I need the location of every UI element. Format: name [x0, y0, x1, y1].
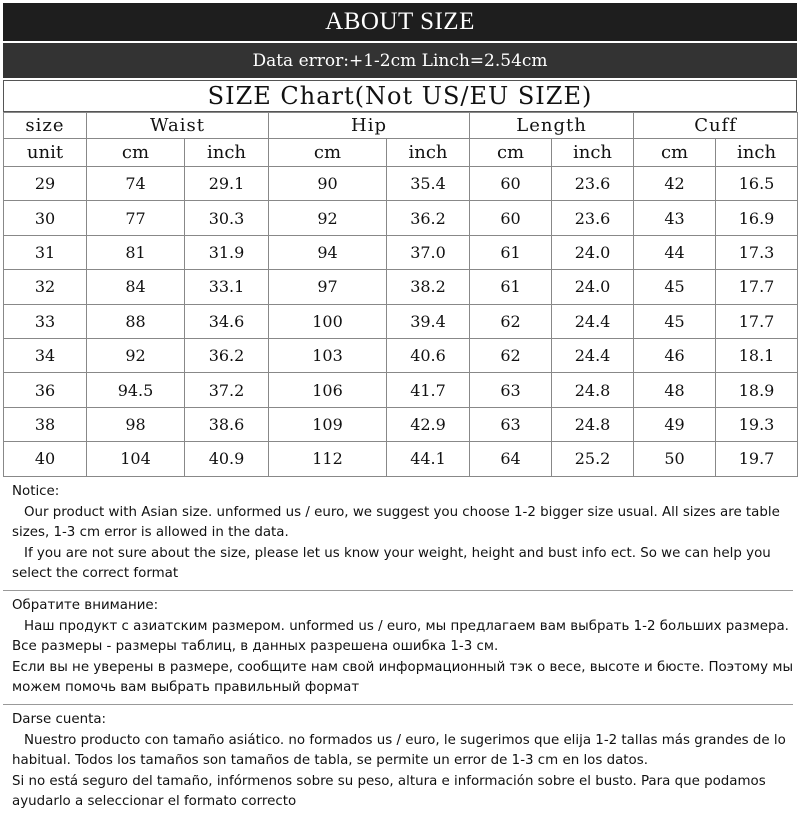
table-cell: 104	[87, 442, 185, 476]
table-cell: 48	[634, 373, 716, 407]
table-cell: 25.2	[552, 442, 634, 476]
table-cell: 106	[269, 373, 387, 407]
table-cell: 63	[470, 373, 552, 407]
table-cell: 44	[634, 235, 716, 269]
table-cell: 24.0	[552, 270, 634, 304]
table-cell: 36.2	[185, 338, 269, 372]
unit-header-row	[4, 139, 798, 167]
size-cell: 38	[4, 407, 87, 441]
table-cell: 94.5	[87, 373, 185, 407]
table-cell: 16.5	[716, 167, 798, 201]
length-column-header: Length	[470, 113, 634, 139]
table-cell: 62	[470, 338, 552, 372]
size-column-header: size	[4, 113, 87, 139]
hip-column-header: Hip	[269, 113, 470, 139]
table-cell: 36.2	[387, 201, 470, 235]
unit-header: cm	[470, 139, 552, 167]
waist-column-header: Waist	[87, 113, 269, 139]
size-cell: 34	[4, 338, 87, 372]
size-cell: 30	[4, 201, 87, 235]
table-cell: 24.8	[552, 407, 634, 441]
group-header-row	[4, 113, 798, 139]
table-cell: 50	[634, 442, 716, 476]
table-cell: 49	[634, 407, 716, 441]
table-cell: 40.9	[185, 442, 269, 476]
table-cell: 81	[87, 235, 185, 269]
table-cell: 30.3	[185, 201, 269, 235]
size-cell: 32	[4, 270, 87, 304]
table-cell: 61	[470, 235, 552, 269]
size-cell: 29	[4, 167, 87, 201]
notice-ru-paragraph-1: Наш продукт с азиатским размером. unformed us / euro, мы предлагаем вам выбрать 1-2 больших размера. Все размеры - размеры таблиц, в данных разрешена ошибка 1-3 см.	[12, 618, 789, 655]
table-cell: 19.3	[716, 407, 798, 441]
table-cell: 19.7	[716, 442, 798, 476]
table-cell: 41.7	[387, 373, 470, 407]
table-cell: 38.6	[185, 407, 269, 441]
notice-es-heading: Darse cuenta:	[12, 711, 107, 727]
table-cell: 45	[634, 270, 716, 304]
table-cell: 60	[470, 167, 552, 201]
page-title: ABOUT SIZE	[3, 3, 797, 41]
table-cell: 98	[87, 407, 185, 441]
table-cell: 92	[269, 201, 387, 235]
table-cell: 34.6	[185, 304, 269, 338]
table-cell: 35.4	[387, 167, 470, 201]
table-cell: 24.0	[552, 235, 634, 269]
notice-es-paragraph-1: Nuestro producto con tamaño asiático. no formados us / euro, le sugerimos que elija 1-2 tallas más grandes de lo habitual. Todos los tamaños son tamaños de tabla, se permite un error de 1-3 cm en los datos.	[12, 732, 786, 769]
table-row	[4, 338, 798, 372]
table-row	[4, 201, 798, 235]
size-chart-title: SIZE Chart(Not US/EU SIZE)	[3, 80, 797, 112]
measurement-error-note: Data error:+1-2cm Linch=2.54cm	[3, 43, 797, 78]
notice-en-paragraph-1: Our product with Asian size. unformed us / euro, we suggest you choose 1-2 bigger size usual. All sizes are table sizes, 1-3 cm error is allowed in the data.	[12, 504, 780, 541]
table-row	[4, 373, 798, 407]
table-cell: 23.6	[552, 167, 634, 201]
table-cell: 31.9	[185, 235, 269, 269]
table-cell: 18.9	[716, 373, 798, 407]
size-cell: 40	[4, 442, 87, 476]
table-row	[4, 442, 798, 476]
unit-header: cm	[634, 139, 716, 167]
table-cell: 40.6	[387, 338, 470, 372]
table-cell: 103	[269, 338, 387, 372]
table-cell: 24.8	[552, 373, 634, 407]
table-cell: 100	[269, 304, 387, 338]
unit-header: cm	[269, 139, 387, 167]
table-cell: 24.4	[552, 338, 634, 372]
table-cell: 33.1	[185, 270, 269, 304]
table-cell: 112	[269, 442, 387, 476]
notice-ru-paragraph-2: Если вы не уверены в размере, сообщите нам свой информационный тэк о весе, высоте и бюсте. Поэтому мы можем помочь вам выбрать правильный формат	[12, 659, 794, 696]
table-cell: 24.4	[552, 304, 634, 338]
table-cell: 16.9	[716, 201, 798, 235]
table-cell: 42.9	[387, 407, 470, 441]
table-cell: 62	[470, 304, 552, 338]
table-cell: 17.7	[716, 270, 798, 304]
table-cell: 37.0	[387, 235, 470, 269]
notice-en-heading: Notice:	[12, 484, 60, 499]
unit-header: inch	[716, 139, 798, 167]
divider	[3, 590, 793, 591]
cuff-column-header: Cuff	[634, 113, 798, 139]
table-cell: 109	[269, 407, 387, 441]
unit-label: unit	[4, 139, 87, 167]
table-cell: 45	[634, 304, 716, 338]
table-cell: 38.2	[387, 270, 470, 304]
table-cell: 29.1	[185, 167, 269, 201]
notice-es-paragraph-2: Si no está seguro del tamaño, infórmenos sobre su peso, altura e información sobre el busto. Para que podamos ayudarlo a seleccionar el formato correcto	[12, 773, 766, 810]
unit-header: inch	[387, 139, 470, 167]
unit-header: inch	[552, 139, 634, 167]
table-cell: 44.1	[387, 442, 470, 476]
table-cell: 84	[87, 270, 185, 304]
table-row	[4, 167, 798, 201]
size-cell: 33	[4, 304, 87, 338]
table-cell: 97	[269, 270, 387, 304]
table-cell: 94	[269, 235, 387, 269]
table-cell: 64	[470, 442, 552, 476]
table-cell: 77	[87, 201, 185, 235]
table-cell: 43	[634, 201, 716, 235]
table-cell: 17.3	[716, 235, 798, 269]
table-cell: 46	[634, 338, 716, 372]
table-cell: 17.7	[716, 304, 798, 338]
notice-section	[12, 482, 794, 813]
size-table-body	[4, 167, 798, 477]
table-cell: 63	[470, 407, 552, 441]
notice-en-paragraph-2: If you are not sure about the size, please let us know your weight, height and bust info ect. So we can help you select the correct format	[12, 545, 771, 582]
table-cell: 92	[87, 338, 185, 372]
table-cell: 61	[470, 270, 552, 304]
notice-ru-heading: Обратите внимание:	[12, 597, 159, 613]
unit-header: cm	[87, 139, 185, 167]
divider	[3, 704, 793, 705]
table-row	[4, 235, 798, 269]
table-cell: 37.2	[185, 373, 269, 407]
table-row	[4, 407, 798, 441]
unit-header: inch	[185, 139, 269, 167]
table-cell: 60	[470, 201, 552, 235]
table-cell: 74	[87, 167, 185, 201]
table-row	[4, 270, 798, 304]
table-cell: 18.1	[716, 338, 798, 372]
table-cell: 88	[87, 304, 185, 338]
table-row	[4, 304, 798, 338]
table-cell: 90	[269, 167, 387, 201]
table-cell: 39.4	[387, 304, 470, 338]
table-cell: 23.6	[552, 201, 634, 235]
table-cell: 42	[634, 167, 716, 201]
size-cell: 31	[4, 235, 87, 269]
size-table	[3, 112, 798, 477]
size-cell: 36	[4, 373, 87, 407]
